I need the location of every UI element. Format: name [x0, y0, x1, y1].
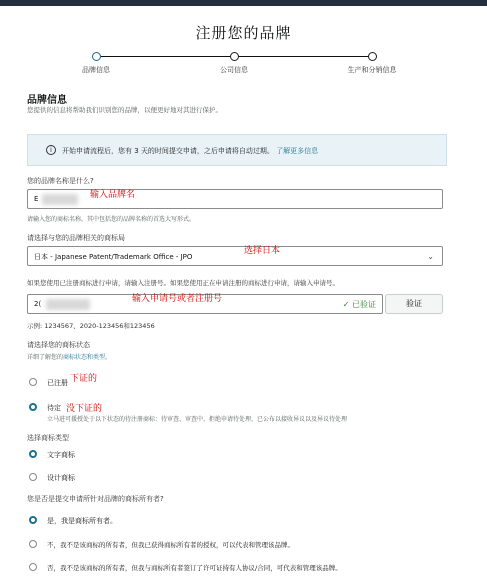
- radio-registered[interactable]: [29, 378, 37, 386]
- page-title: 注册您的品牌: [195, 24, 292, 42]
- radio-owner-authorized-label: 不，我不是该商标的所有者，但我已获得商标所有者的授权，可以代表和管理该品牌。: [47, 541, 294, 549]
- annotation-registered: 下证的: [70, 374, 98, 384]
- trademark-status-detail-suffix: 。: [105, 354, 112, 361]
- step-connector: [96, 56, 234, 57]
- learn-more-link[interactable]: 了解更多信息: [276, 147, 319, 155]
- radio-owner-licensee[interactable]: [29, 563, 37, 571]
- section-subtitle: 您提供的信息将帮助我们识别您的品牌，以便更好地对其进行保护。: [27, 106, 222, 114]
- radio-owner-licensee-label: 否，我不是该商标的所有者，但我与商标所有者签订了许可证持有人协议/合同，可代表和管理该品牌。: [47, 564, 342, 572]
- trademark-status-detail-text: 详细了解您的: [27, 354, 64, 361]
- trademark-status-label: 请选择您的商标状态: [27, 341, 90, 349]
- brand-name-value: E: [34, 195, 39, 203]
- progress-stepper: [0, 52, 487, 82]
- brand-name-label: 您的品牌名称是什么?: [27, 177, 94, 185]
- redacted-text: [42, 194, 78, 205]
- step-connector: [234, 56, 372, 57]
- step-dot-company: [230, 52, 239, 61]
- annotation-trademark-office: 选择日本: [244, 246, 281, 256]
- registration-number-value: 2(: [34, 300, 42, 308]
- radio-design-mark-label: 设计商标: [47, 474, 75, 482]
- trademark-office-value: 日本 - Japanese Patent/Trademark Office - JPO: [34, 253, 193, 261]
- annotation-pending: 没下证的: [66, 404, 103, 414]
- step-label-company: 公司信息: [220, 66, 248, 74]
- verified-status: ✓ 已验证: [342, 300, 376, 309]
- radio-pending-label: 待定: [47, 404, 61, 412]
- trademark-status-detail: [27, 352, 111, 361]
- info-icon: i: [46, 145, 56, 155]
- annotation-registration-number: 输入申请号或者注册号: [132, 294, 223, 304]
- section-title: 品牌信息: [27, 95, 67, 106]
- radio-pending[interactable]: [29, 403, 37, 411]
- info-banner-text: [62, 146, 318, 156]
- chevron-down-icon: ⌄: [427, 252, 434, 261]
- redacted-text: [46, 299, 90, 310]
- step-label-production: 生产和分销信息: [347, 66, 397, 74]
- owner-question-label: 您是否是提交申请所针对品牌的商标所有者?: [27, 495, 164, 503]
- verify-button[interactable]: 验证: [385, 294, 443, 314]
- trademark-type-label: 选择商标类型: [27, 434, 69, 442]
- radio-registered-label: 已注册: [47, 379, 68, 387]
- radio-word-mark[interactable]: [29, 450, 37, 458]
- trademark-office-select[interactable]: [27, 246, 443, 266]
- step-dot-brand: [92, 52, 101, 61]
- radio-owner-yes[interactable]: [29, 516, 37, 524]
- radio-owner-yes-label: 是，我是商标所有者。: [47, 517, 117, 525]
- step-label-brand: 品牌信息: [82, 66, 110, 74]
- brand-name-hint: 请输入您的商标名称，其中包括您的品牌名称的首选大写形式。: [27, 216, 196, 223]
- info-banner-message: 开始申请流程后，您有 3 天的时间提交申请，之后申请将自动过期。: [62, 147, 274, 155]
- radio-pending-description: 立马进可援授处于以下状态的待注册商标：待审查、审查中、拒绝申请待处理、已公布以接收异议以及异议待处理: [47, 416, 348, 423]
- annotation-brand-name: 输入品牌名: [90, 190, 136, 200]
- info-banner: [27, 134, 447, 166]
- radio-owner-authorized[interactable]: [29, 540, 37, 548]
- trademark-status-link[interactable]: 商标状态和类型: [63, 354, 106, 361]
- registration-number-label: 如果您使用已注册商标进行申请，请输入注册号。如果您使用正在申请注册的商标进行申请，请输入申请号。: [27, 279, 339, 287]
- trademark-office-label: 请选择与您的品牌相关的商标局: [27, 234, 125, 242]
- radio-design-mark[interactable]: [29, 473, 37, 481]
- registration-example: 示例: 1234567、2020-123456和123456: [27, 322, 155, 330]
- radio-word-mark-label: 文字商标: [47, 451, 75, 459]
- step-dot-production: [368, 52, 377, 61]
- top-bar: [0, 0, 487, 6]
